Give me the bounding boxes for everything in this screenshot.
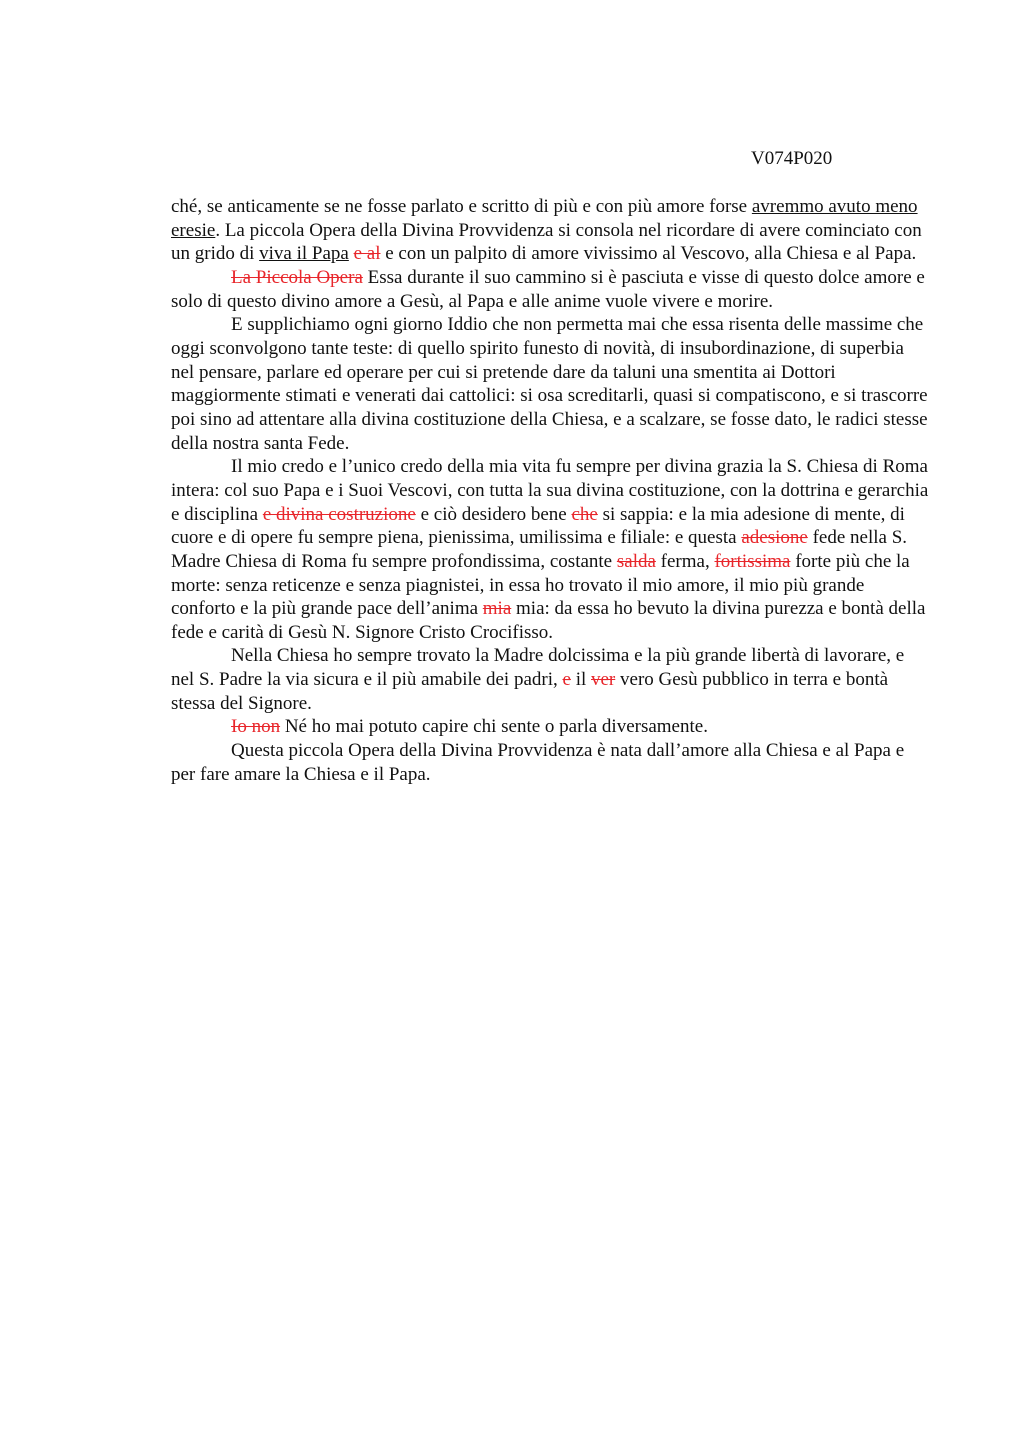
paragraph [171, 715, 931, 739]
text-segment: ferma, [655, 550, 715, 572]
deleted-text: e divina costruzione [262, 503, 416, 525]
text-segment: Questa piccola Opera della Divina Provvidenza è nata dall’amore alla Chiesa e al Papa e per fare amare la Chiesa e il Papa. [171, 740, 905, 785]
deleted-text: e al [353, 243, 381, 265]
text-segment: Il mio credo e l’unico credo della mia vita fu sempre per divina grazia la S. Chiesa di Roma intera: col suo Papa e i Suoi Vescovi, con tutta la sua divina costituzione, con la dottrina e gerarchia e disciplina [171, 456, 929, 525]
deleted-text: mia [482, 598, 512, 620]
text-segment: e ciò desidero bene [415, 503, 572, 525]
deleted-text: che [571, 503, 598, 525]
deleted-text: ver [591, 669, 616, 691]
text-segment: il [570, 669, 591, 691]
paragraph [171, 455, 931, 644]
text-segment: E supplichiamo ogni giorno Iddio che non permetta mai che essa risenta delle massime che oggi sconvolgono tante teste: di quello spirito funesto di novità, di insubordinazione, di superbia nel pensare, parlare ed operare per cui si pretende dare da taluni una smentita ai Dottori maggiormente stimati e venerati dai cattolici: si osa screditarli, quasi si compatiscono, e si trascorre poi sino ad attentare alla divina costituzione della Chiesa, e a scalzare, se fosse dato, le radici stesse della nostra santa Fede. [171, 314, 928, 454]
text-segment: fede nella S. Madre Chiesa di Roma fu sempre profondissima, costante [171, 527, 908, 572]
text-segment: vero Gesù pubblico in terra e bontà stessa del Signore. [171, 669, 889, 714]
text-segment: si sappia: e la mia adesione di mente, di cuore e di opere fu sempre piena, pienissima, umilissima e filiale: e questa [171, 503, 905, 549]
deleted-text: La Piccola Opera [231, 266, 363, 288]
deleted-text: salda [616, 550, 656, 572]
text-segment: Né ho mai potuto capire chi sente o parla diversamente. [280, 716, 708, 738]
text-segment: Nella Chiesa ho sempre trovato la Madre dolcissima e la più grande libertà di lavorare, e nel S. Padre la via sicura e il più amabile dei padri, [171, 645, 905, 691]
text-segment: . La piccola Opera della Divina Provvidenza si consola nel ricordare di avere cominciato con un grido di [171, 219, 922, 265]
document-id: V074P020 [751, 148, 833, 169]
document-body [171, 195, 931, 786]
paragraph [171, 739, 931, 786]
text-segment: Essa durante il suo cammino si è pasciuta e visse di questo dolce amore e solo di questo divino amore a Gesù, al Papa e alle anime vuole vivere e morire. [171, 266, 925, 312]
paragraph [171, 195, 931, 266]
deleted-text: Io non [231, 716, 281, 738]
text-segment: forte più che la morte: senza reticenze e senza piagnistei, in essa ho trovato il mio amore, il mio più grande conforto e la più grande pace dell’anima [171, 550, 910, 620]
underlined-text: viva il Papa [259, 243, 349, 265]
deleted-text: adesione [741, 527, 808, 549]
paragraph [171, 266, 931, 313]
text-segment: ché, se anticamente se ne fosse parlato e scritto di più e con più amore forse [171, 196, 752, 217]
text-segment: mia: da essa ho bevuto la divina purezza e bontà della fede e carità di Gesù N. Signore Cristo Crocifisso. [171, 598, 926, 643]
paragraph [171, 644, 931, 715]
deleted-text: e [562, 669, 571, 691]
underlined-text: avremmo avuto meno eresie [171, 196, 918, 241]
paragraph [171, 313, 931, 455]
deleted-text: fortissima [714, 550, 791, 572]
text-segment: e con un palpito di amore vivissimo al Vescovo, alla Chiesa e al Papa. [380, 243, 917, 265]
